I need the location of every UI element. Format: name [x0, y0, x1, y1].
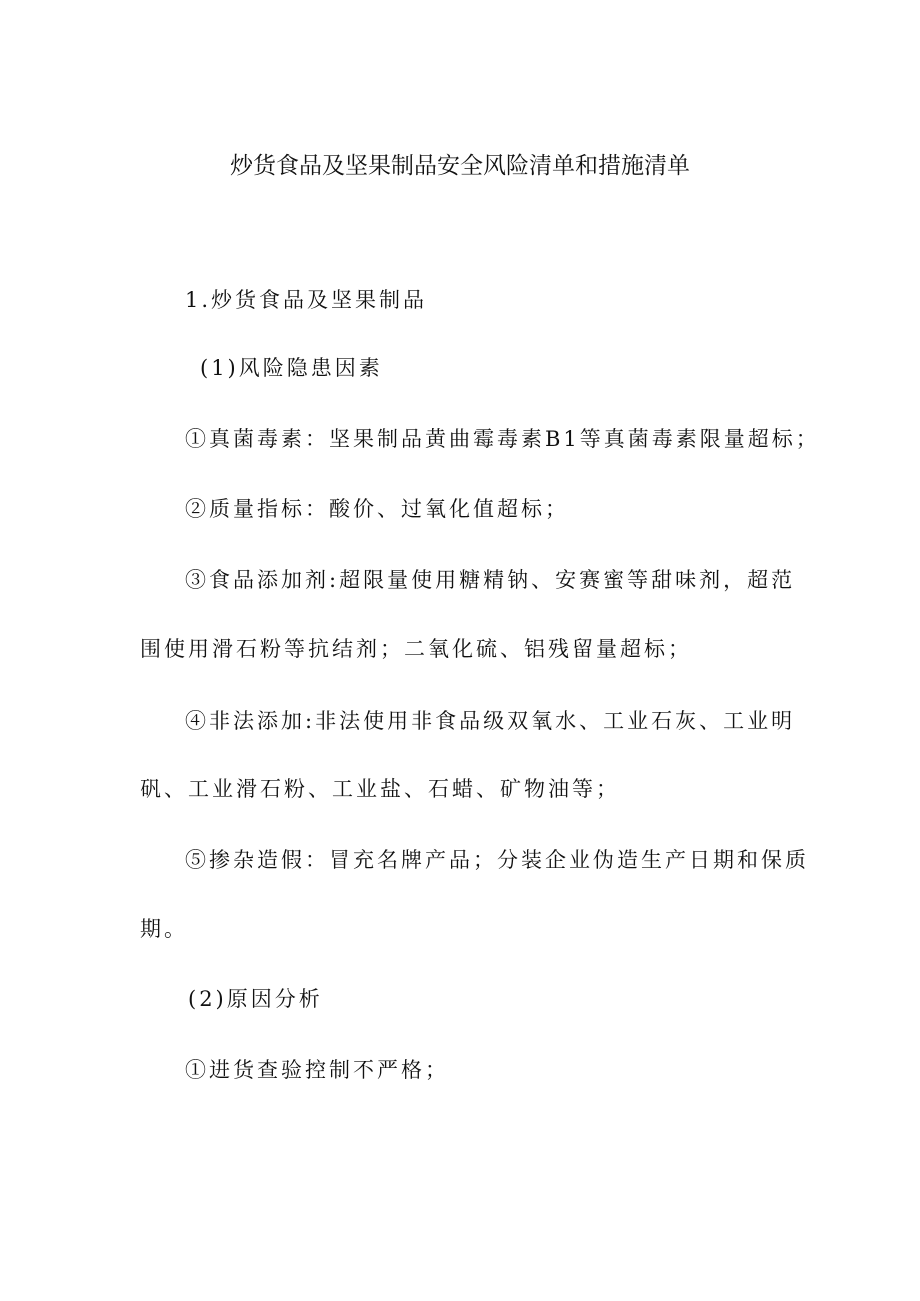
paragraph-line: ④非法添加:非法使用非食品级双氧水、工业石灰、工业明 — [185, 709, 796, 733]
paragraph-line: ③食品添加剂:超限量使用糖精钠、安赛蜜等甜味剂，超范 — [185, 568, 796, 592]
paragraph-line: ②质量指标：酸价、过氧化值超标； — [185, 497, 569, 521]
paragraph-line: ①进货查验控制不严格； — [185, 1058, 449, 1082]
subsection-heading: (2)原因分析 — [188, 987, 323, 1011]
paragraph-line: ⑤掺杂造假：冒充名牌产品；分装企业伪造生产日期和保质 — [185, 848, 809, 872]
subsection-heading: (1)风险隐患因素 — [200, 356, 383, 380]
document-title: 炒货食品及坚果制品安全风险清单和措施清单 — [230, 153, 690, 179]
paragraph-line: 期。 — [140, 917, 188, 941]
paragraph-line: 矾、工业滑石粉、工业盐、石蜡、矿物油等； — [140, 777, 620, 801]
section-heading: 1.炒货食品及坚果制品 — [185, 288, 428, 312]
paragraph-line: 围使用滑石粉等抗结剂；二氧化硫、铝残留量超标； — [140, 637, 692, 661]
paragraph-line: ①真菌毒素：坚果制品黄曲霉毒素B1等真菌毒素限量超标； — [185, 427, 820, 451]
